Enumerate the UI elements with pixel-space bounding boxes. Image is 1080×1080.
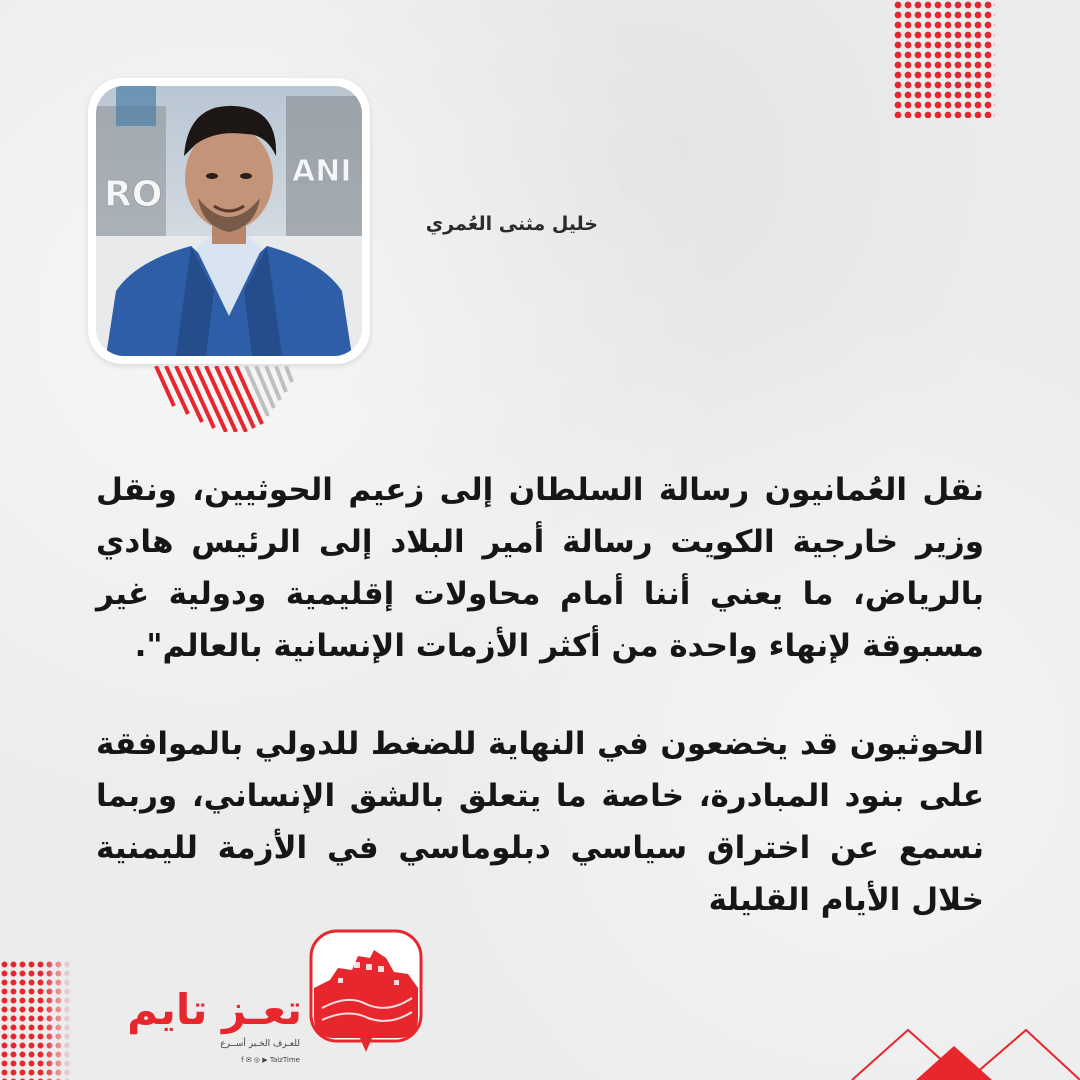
- brand-logo-icon: [308, 928, 424, 1056]
- brand-tagline: للعـرف الخـبر أســرع: [220, 1039, 300, 1049]
- brand-name: تعـز تايم: [127, 985, 302, 1034]
- author-name: خليل مثنى العُمري: [425, 213, 598, 235]
- author-photo-frame: [88, 78, 370, 364]
- triangle-decoration: [850, 1028, 1080, 1080]
- dot-pattern-bottom-left: [0, 960, 72, 1080]
- dot-pattern-top-right: [893, 0, 995, 118]
- diagonal-stripes-decoration: [150, 366, 310, 432]
- svg-text:RO: RO: [104, 174, 163, 215]
- author-photo: [96, 86, 362, 356]
- article-paragraph-1: نقل العُمانيون رسالة السلطان إلى زعيم الحوثيين، ونقل وزير خارجية الكويت رسالة أمير البلاد إلى الرئيس هادي بالرياض، ما يعني أننا أمام محاولات إقليمية ودولية غير مسبوقة لإنهاء واحدة من أكثر الأزمات الإنسانية بالعالم".: [96, 472, 984, 664]
- article-paragraph-2: الحوثيون قد يخضعون في النهاية للضغط للدولي بالموافقة على بنود المبادرة، خاصة ما يتعلق بالشق الإنساني، وربما نسمع عن اختراق سياسي دبلوماسي في الأزمة لليمنية خلال الأيام القليلة: [96, 726, 984, 918]
- social-handle: f ✉ ◎ ▶ TaizTime: [241, 1056, 300, 1064]
- svg-text:ANI: ANI: [292, 154, 352, 189]
